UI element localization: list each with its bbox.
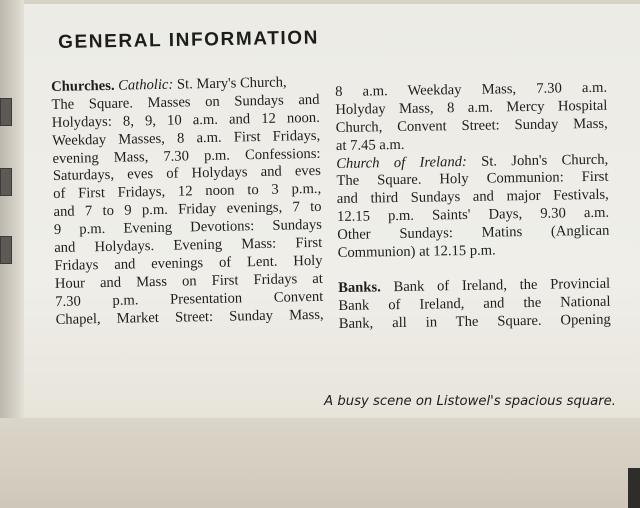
text-line: 8 a.m. Weekday Mass, 7.30 a.m. — [335, 79, 608, 100]
text-line: Church, Convent Street: Sunday Mass, — [335, 115, 608, 136]
churches-label: Churches. — [51, 77, 115, 95]
building-window-shape — [0, 236, 12, 264]
banks-label: Banks. — [338, 279, 381, 296]
text-line: Other Sundays: Matins (Anglican — [337, 222, 610, 244]
text-line: 12.15 p.m. Saints' Days, 9.30 a.m. — [336, 204, 610, 226]
text-line: Hour and Mass on First Fridays at — [54, 270, 324, 292]
text-line: Communion) at 12.15 p.m. — [337, 242, 496, 261]
text-line: of First Fridays, 12 noon to 3 p.m., — [53, 181, 322, 203]
text-line: at 7.45 a.m. — [335, 136, 405, 154]
text-line: 7.30 p.m. Presentation Convent — [55, 288, 324, 310]
right-column — [335, 80, 611, 334]
text-line: Holydays: 8, 9, 10 a.m. and 12 noon. — [51, 109, 320, 131]
text-line: St. John's Church, — [466, 151, 609, 170]
text-line: Holyday Mass, 8 a.m. Mercy Hospital — [335, 97, 608, 118]
text-line: Weekday Masses, 8 a.m. First Fridays, — [52, 127, 321, 149]
page-lower-shadow — [0, 418, 640, 508]
text-line: The Square. Masses on Sundays and — [51, 91, 320, 113]
text-line: evening Mass, 7.30 p.m. Confessions: — [52, 145, 321, 167]
building-window-shape — [0, 168, 12, 196]
text-line: Chapel, Market Street: Sunday Mass, — [55, 306, 324, 328]
church-of-ireland-label: Church of Ireland: — [336, 153, 467, 172]
text-line: 9 p.m. Evening Devotions: Sundays — [53, 216, 323, 239]
text-line: St. Mary's Church, — [173, 74, 287, 93]
text-line: Bank of Ireland, the Provincial — [380, 275, 611, 296]
facing-page-photo-edge — [0, 0, 24, 420]
section-heading: GENERAL INFORMATION — [58, 27, 320, 53]
text-line: and third Sundays and major Festivals, — [336, 187, 609, 208]
text-line: and Holydays. Evening Mass: First — [54, 234, 323, 256]
text-line: Saturdays, eves of Holydays and eves — [52, 163, 321, 185]
text-line: Bank of Ireland, and the National — [338, 293, 611, 314]
page-top-edge — [0, 0, 640, 4]
text-line: Fridays and evenings of Lent. Holy — [54, 252, 323, 274]
catholic-label: Catholic: — [118, 76, 174, 94]
left-column — [51, 74, 324, 330]
text-line: Bank, all in The Square. Opening — [338, 311, 611, 332]
photo-corner-shadow — [628, 468, 640, 508]
text-line: and 7 to 9 p.m. Friday evenings, 7 to — [53, 199, 322, 221]
photo-caption: A busy scene on Listowel's spacious square. — [324, 394, 616, 409]
text-line: The Square. Holy Communion: First — [336, 169, 609, 190]
building-window-shape — [0, 98, 12, 126]
